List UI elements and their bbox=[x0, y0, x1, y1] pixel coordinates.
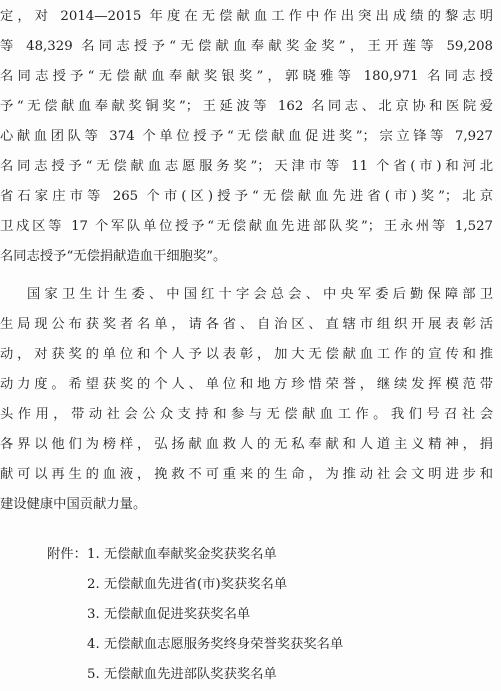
text-line: 予“无偿献血奉献奖铜奖”；王延波等 162 名同志、北京协和医院爱 bbox=[0, 99, 493, 114]
attachment-item: 3. 无偿献血促进奖获奖名单 bbox=[87, 607, 251, 622]
text-line: 名同志授予“无偿献血奉献奖银奖”，郭晓雅等 180,971 名同志授 bbox=[0, 69, 493, 84]
text-line: 生局现公布获奖者名单，请各省、自治区、直辖市组织开展表彰活 bbox=[0, 317, 493, 332]
text-line: 各界以他们为榜样，弘扬献血救人的无私奉献和人道主义精神，捐 bbox=[0, 437, 493, 452]
attachment-item: 1. 无偿献血奉献奖金奖获奖名单 bbox=[87, 547, 277, 562]
text-line: 卫戍区等 17 个军队单位授予“无偿献血先进部队奖”；王永州等 1,527 bbox=[0, 219, 493, 234]
attachment-item: 5. 无偿献血先进部队奖获奖名单 bbox=[87, 667, 277, 682]
text-line: 等 48,329 名同志授予“无偿献血奉献奖金奖”，王开莲等 59,208 bbox=[0, 39, 493, 54]
text-line: 头作用，带动社会公众支持和参与无偿献血工作。我们号召社会 bbox=[0, 407, 493, 422]
text-line: 省石家庄市等 265 个市(区)授予“无偿献血先进省(市)奖”；北京 bbox=[0, 189, 493, 204]
attachment-item: 2. 无偿献血先进省(市)奖获奖名单 bbox=[87, 577, 288, 592]
text-line: 动力度。希望获奖的个人、单位和地方珍惜荣誉，继续发挥模范带 bbox=[0, 377, 493, 392]
text-line: 建设健康中国贡献力量。 bbox=[0, 497, 147, 512]
text-line: 心献血团队等 374 个单位授予“无偿献血促进奖”；宗立锋等 7,927 bbox=[0, 129, 493, 144]
text-line: 定，对 2014—2015 年度在无偿献血工作中作出突出成绩的黎志明 bbox=[0, 9, 493, 24]
text-line: 名同志授予“无偿捐献造血干细胞奖”。 bbox=[0, 249, 227, 264]
text-line: 献可以再生的血液，挽救不可重来的生命，为推动社会文明进步和 bbox=[0, 467, 493, 482]
attachments-label: 附件： bbox=[47, 547, 87, 562]
text-line: 名同志授予“无偿献血志愿服务奖”；天津市等 11 个省(市)和河北 bbox=[0, 159, 493, 174]
text-line: 动，对获奖的单位和个人予以表彰，加大无偿献血工作的宣传和推 bbox=[0, 347, 493, 362]
text-line: 国家卫生计生委、中国红十字会总会、中央军委后勤保障部卫 bbox=[27, 287, 493, 302]
attachment-item: 4. 无偿献血志愿服务奖终身荣誉奖获奖名单 bbox=[87, 637, 344, 652]
